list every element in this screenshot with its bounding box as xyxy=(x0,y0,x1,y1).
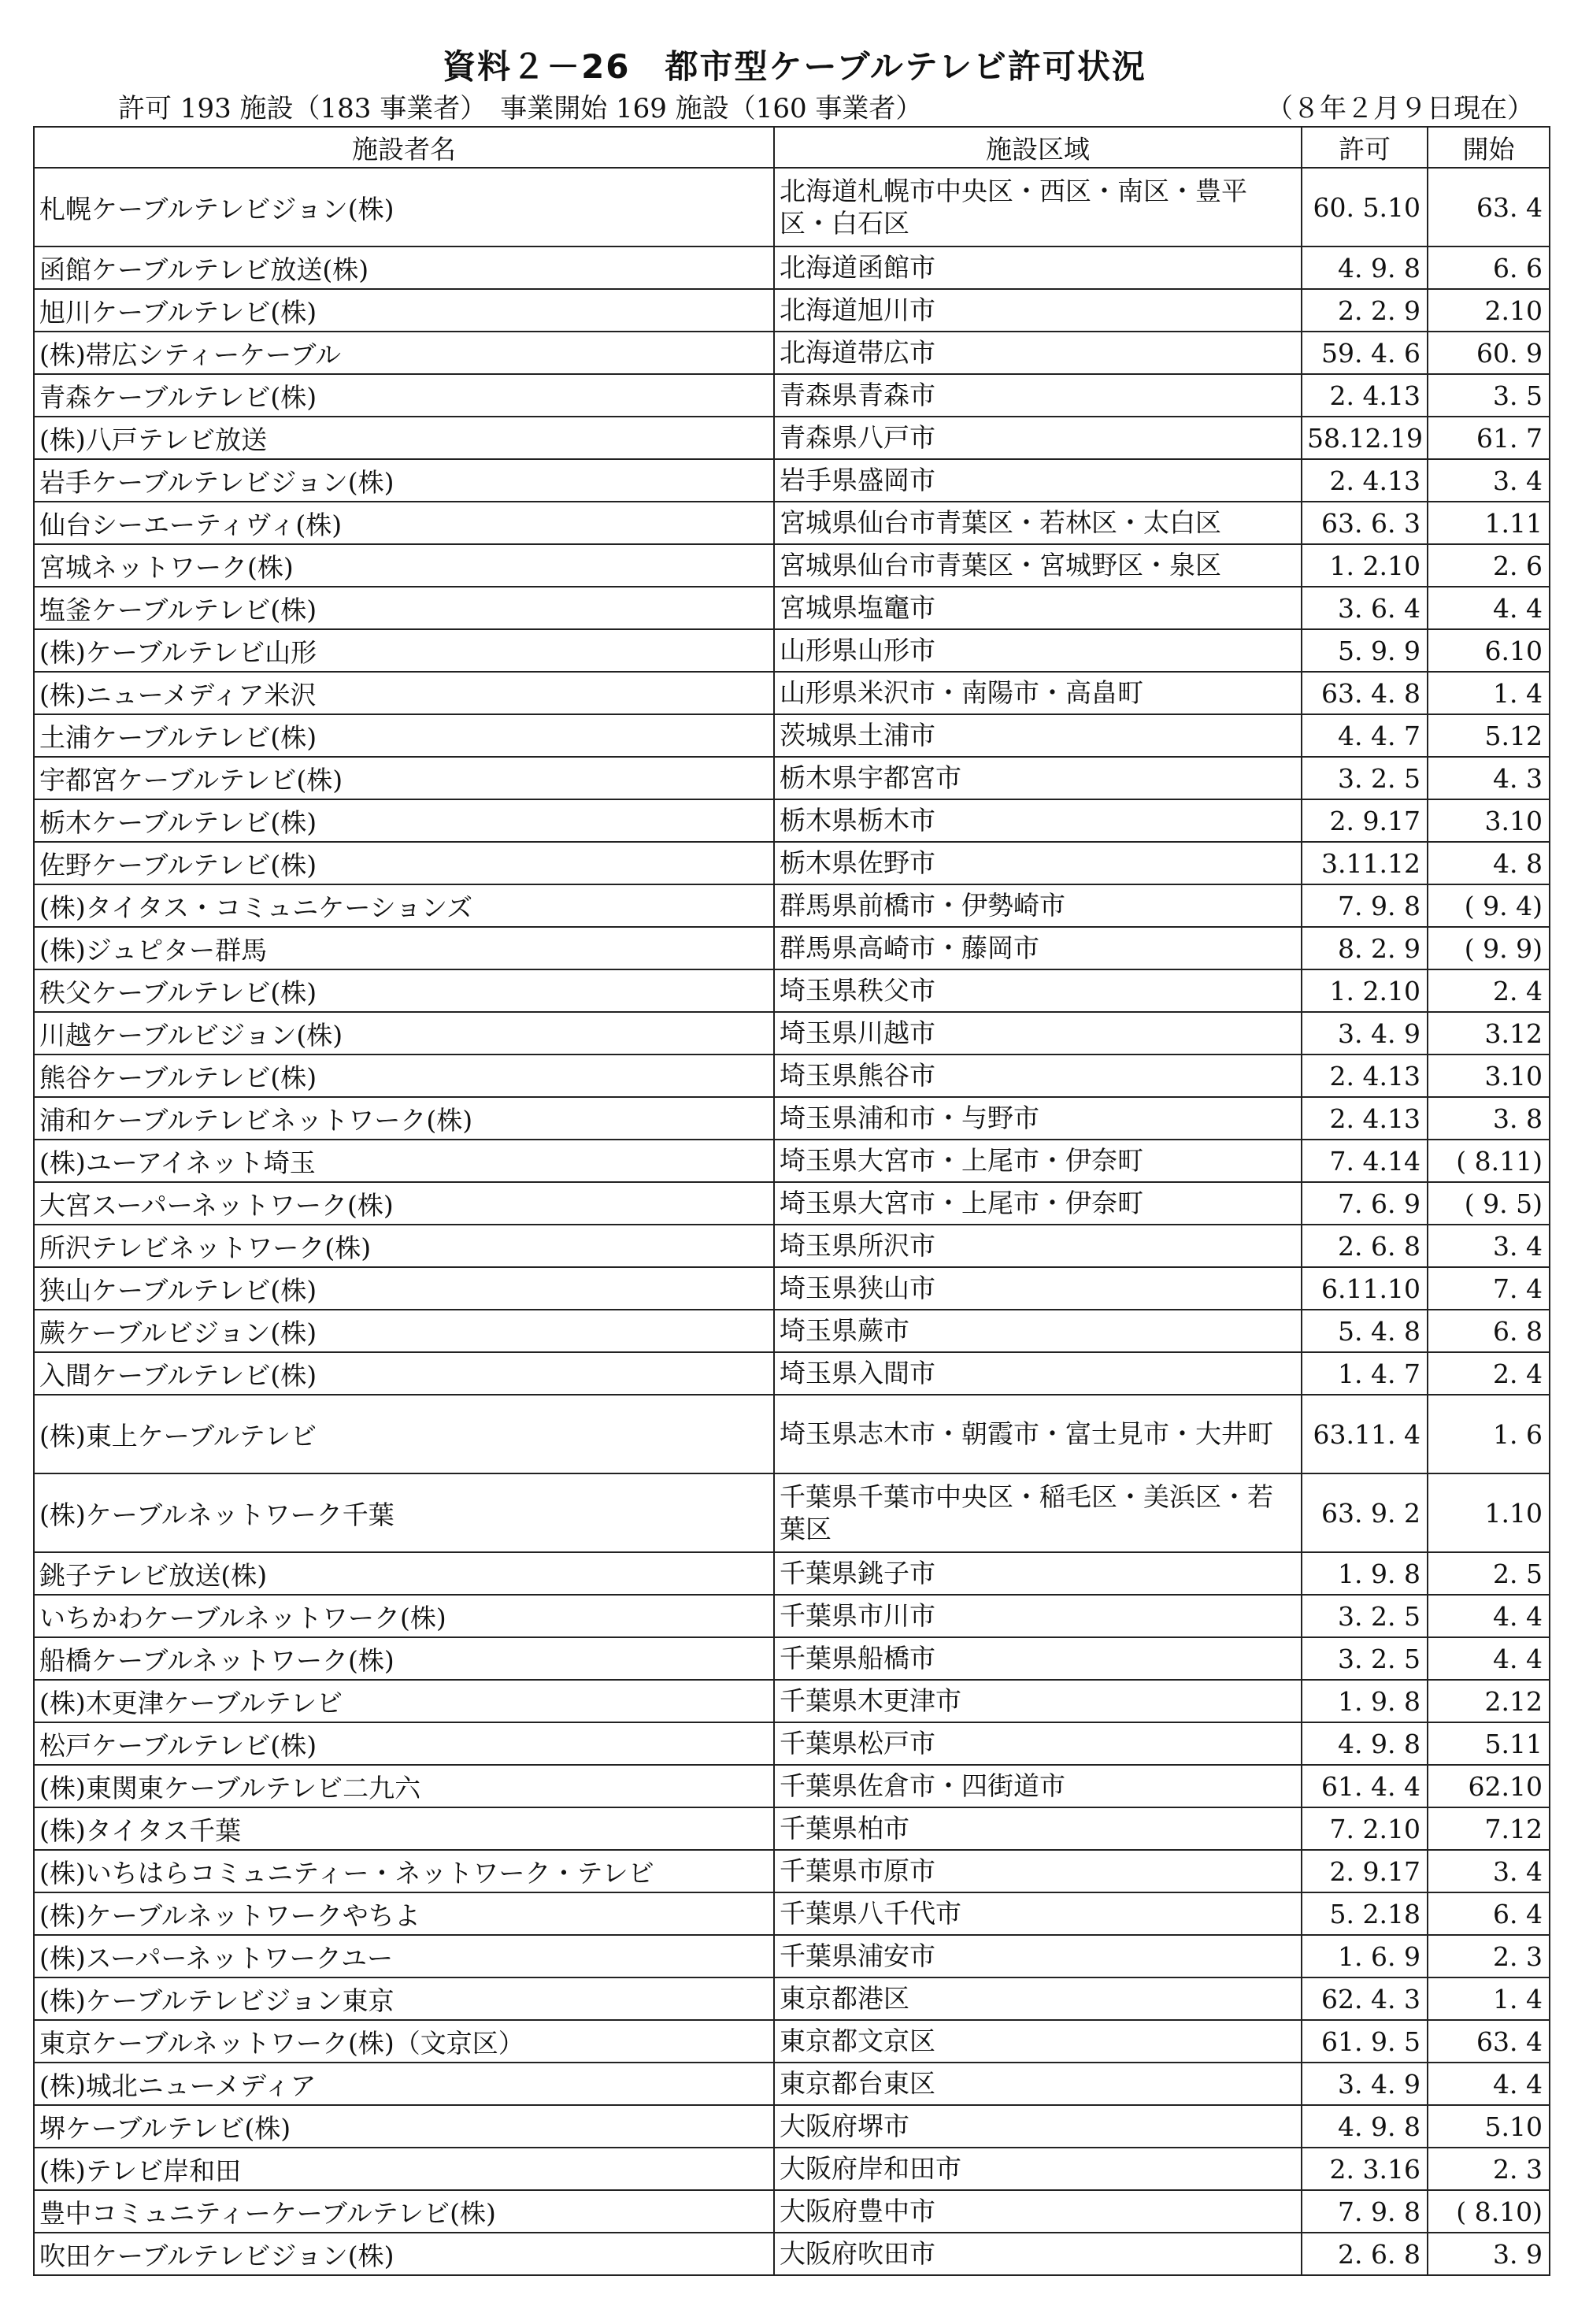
permit-date-cell: 63.11. 4 xyxy=(1302,1395,1428,1473)
operator-cell: 函館ケーブルテレビ放送(株) xyxy=(34,246,774,289)
table-row xyxy=(34,1595,1550,1637)
table-row xyxy=(34,1935,1550,1977)
start-date-cell: 3. 8 xyxy=(1428,1097,1550,1140)
operator-cell: (株)ニューメディア米沢 xyxy=(34,672,774,714)
permit-date-cell: 1. 9. 8 xyxy=(1302,1552,1428,1595)
start-date-cell: 5.11 xyxy=(1428,1722,1550,1765)
permit-date-cell: 61. 9. 5 xyxy=(1302,2020,1428,2063)
area-cell: 千葉県市原市 xyxy=(774,1850,1302,1892)
table-row xyxy=(34,332,1550,374)
start-date-cell: 7. 4 xyxy=(1428,1267,1550,1310)
permit-date-cell: 2. 9.17 xyxy=(1302,1850,1428,1892)
table-row xyxy=(34,246,1550,289)
area-cell: 埼玉県大宮市・上尾市・伊奈町 xyxy=(774,1140,1302,1182)
operator-cell: (株)ジュピター群馬 xyxy=(34,927,774,969)
start-date-cell: 2. 4 xyxy=(1428,969,1550,1012)
header-permit: 許可 xyxy=(1302,127,1428,168)
operator-cell: 蕨ケーブルビジョン(株) xyxy=(34,1310,774,1352)
start-date-cell: ( 8.10) xyxy=(1428,2190,1550,2233)
table-row xyxy=(34,629,1550,672)
header-start: 開始 xyxy=(1428,127,1550,168)
start-date-cell: 7.12 xyxy=(1428,1807,1550,1850)
operator-cell: 宮城ネットワーク(株) xyxy=(34,544,774,587)
permit-date-cell: 4. 9. 8 xyxy=(1302,2105,1428,2148)
header-operator: 施設者名 xyxy=(34,127,774,168)
area-cell: 宮城県塩竈市 xyxy=(774,587,1302,629)
start-date-cell: 6. 4 xyxy=(1428,1892,1550,1935)
area-cell: 青森県八戸市 xyxy=(774,417,1302,459)
area-cell: 東京都文京区 xyxy=(774,2020,1302,2063)
table-row xyxy=(34,1310,1550,1352)
start-date-cell: 1.11 xyxy=(1428,502,1550,544)
start-date-cell: 1.10 xyxy=(1428,1473,1550,1552)
start-date-cell: 4. 8 xyxy=(1428,842,1550,884)
operator-cell: 所沢テレビネットワーク(株) xyxy=(34,1225,774,1267)
permit-date-cell: 2. 4.13 xyxy=(1302,1097,1428,1140)
start-date-cell: 2. 3 xyxy=(1428,2148,1550,2190)
start-date-cell: 3.10 xyxy=(1428,1055,1550,1097)
permit-date-cell: 5. 2.18 xyxy=(1302,1892,1428,1935)
table-row xyxy=(34,1807,1550,1850)
table-row xyxy=(34,1352,1550,1395)
area-cell: 埼玉県入間市 xyxy=(774,1352,1302,1395)
operator-cell: 青森ケーブルテレビ(株) xyxy=(34,374,774,417)
operator-cell: (株)東上ケーブルテレビ xyxy=(34,1395,774,1473)
start-date-cell: ( 9. 9) xyxy=(1428,927,1550,969)
permit-date-cell: 61. 4. 4 xyxy=(1302,1765,1428,1807)
table-row xyxy=(34,1552,1550,1595)
area-cell: 北海道旭川市 xyxy=(774,289,1302,332)
table-row xyxy=(34,1850,1550,1892)
area-cell: 千葉県柏市 xyxy=(774,1807,1302,1850)
operator-cell: いちかわケーブルネットワーク(株) xyxy=(34,1595,774,1637)
area-cell: 埼玉県大宮市・上尾市・伊奈町 xyxy=(774,1182,1302,1225)
permit-date-cell: 63. 9. 2 xyxy=(1302,1473,1428,1552)
start-date-cell: 1. 4 xyxy=(1428,672,1550,714)
operator-cell: 熊谷ケーブルテレビ(株) xyxy=(34,1055,774,1097)
table-row xyxy=(34,2190,1550,2233)
start-date-cell: 3.12 xyxy=(1428,1012,1550,1055)
table-row xyxy=(34,1097,1550,1140)
permit-date-cell: 2. 4.13 xyxy=(1302,374,1428,417)
operator-cell: 入間ケーブルテレビ(株) xyxy=(34,1352,774,1395)
operator-cell: 秩父ケーブルテレビ(株) xyxy=(34,969,774,1012)
table-row xyxy=(34,842,1550,884)
table-row xyxy=(34,1637,1550,1680)
operator-cell: 佐野ケーブルテレビ(株) xyxy=(34,842,774,884)
permit-date-cell: 58.12.19 xyxy=(1302,417,1428,459)
permit-date-cell: 1. 6. 9 xyxy=(1302,1935,1428,1977)
start-date-cell: 61. 7 xyxy=(1428,417,1550,459)
operator-cell: (株)スーパーネットワークユー xyxy=(34,1935,774,1977)
start-date-cell: 3. 9 xyxy=(1428,2233,1550,2275)
permit-date-cell: 7. 4.14 xyxy=(1302,1140,1428,1182)
start-date-cell: 2.10 xyxy=(1428,289,1550,332)
area-cell: 北海道帯広市 xyxy=(774,332,1302,374)
operator-cell: 狭山ケーブルテレビ(株) xyxy=(34,1267,774,1310)
start-date-cell: 6. 6 xyxy=(1428,246,1550,289)
start-date-cell: ( 9. 5) xyxy=(1428,1182,1550,1225)
start-date-cell: 3. 4 xyxy=(1428,1850,1550,1892)
table-row xyxy=(34,168,1550,246)
permit-date-cell: 5. 9. 9 xyxy=(1302,629,1428,672)
permit-date-cell: 2. 2. 9 xyxy=(1302,289,1428,332)
operator-cell: 東京ケーブルネットワーク(株)（文京区） xyxy=(34,2020,774,2063)
table-row xyxy=(34,1182,1550,1225)
area-cell: 北海道札幌市中央区・西区・南区・豊平区・白石区 xyxy=(774,168,1302,246)
permit-date-cell: 5. 4. 8 xyxy=(1302,1310,1428,1352)
permit-date-cell: 3.11.12 xyxy=(1302,842,1428,884)
permit-date-cell: 4. 4. 7 xyxy=(1302,714,1428,757)
table-row xyxy=(34,289,1550,332)
table-row xyxy=(34,714,1550,757)
area-cell: 埼玉県蕨市 xyxy=(774,1310,1302,1352)
start-date-cell: 4. 4 xyxy=(1428,587,1550,629)
area-cell: 埼玉県浦和市・与野市 xyxy=(774,1097,1302,1140)
start-date-cell: 63. 4 xyxy=(1428,168,1550,246)
start-date-cell: 4. 4 xyxy=(1428,1637,1550,1680)
table-row xyxy=(34,502,1550,544)
start-date-cell: 60. 9 xyxy=(1428,332,1550,374)
area-cell: 埼玉県秩父市 xyxy=(774,969,1302,1012)
operator-cell: 浦和ケーブルテレビネットワーク(株) xyxy=(34,1097,774,1140)
table-row xyxy=(34,459,1550,502)
operator-cell: 堺ケーブルテレビ(株) xyxy=(34,2105,774,2148)
permit-date-cell: 8. 2. 9 xyxy=(1302,927,1428,969)
area-cell: 群馬県前橋市・伊勢崎市 xyxy=(774,884,1302,927)
start-date-cell: 5.12 xyxy=(1428,714,1550,757)
table-row xyxy=(34,757,1550,799)
operator-cell: 銚子テレビ放送(株) xyxy=(34,1552,774,1595)
start-date-cell: 3.10 xyxy=(1428,799,1550,842)
start-date-cell: 62.10 xyxy=(1428,1765,1550,1807)
start-date-cell: 3. 4 xyxy=(1428,459,1550,502)
start-date-cell: ( 9. 4) xyxy=(1428,884,1550,927)
area-cell: 栃木県佐野市 xyxy=(774,842,1302,884)
permit-date-cell: 62. 4. 3 xyxy=(1302,1977,1428,2020)
start-date-cell: 3. 4 xyxy=(1428,1225,1550,1267)
table-row xyxy=(34,2233,1550,2275)
table-row xyxy=(34,2020,1550,2063)
table-header-row xyxy=(34,127,1550,168)
operator-cell: 岩手ケーブルテレビジョン(株) xyxy=(34,459,774,502)
permit-date-cell: 63. 6. 3 xyxy=(1302,502,1428,544)
table-row xyxy=(34,672,1550,714)
area-cell: 大阪府岸和田市 xyxy=(774,2148,1302,2190)
area-cell: 東京都港区 xyxy=(774,1977,1302,2020)
table-row xyxy=(34,2148,1550,2190)
permit-date-cell: 1. 2.10 xyxy=(1302,969,1428,1012)
start-date-cell: 5.10 xyxy=(1428,2105,1550,2148)
operator-cell: (株)ケーブルテレビ山形 xyxy=(34,629,774,672)
operator-cell: 塩釜ケーブルテレビ(株) xyxy=(34,587,774,629)
area-cell: 山形県米沢市・南陽市・高畠町 xyxy=(774,672,1302,714)
area-cell: 大阪府吹田市 xyxy=(774,2233,1302,2275)
permit-date-cell: 63. 4. 8 xyxy=(1302,672,1428,714)
start-date-cell: 4. 4 xyxy=(1428,2063,1550,2105)
permit-date-cell: 1. 4. 7 xyxy=(1302,1352,1428,1395)
area-cell: 千葉県市川市 xyxy=(774,1595,1302,1637)
area-cell: 千葉県八千代市 xyxy=(774,1892,1302,1935)
table-row xyxy=(34,1722,1550,1765)
table-row xyxy=(34,544,1550,587)
area-cell: 大阪府豊中市 xyxy=(774,2190,1302,2233)
area-cell: 栃木県宇都宮市 xyxy=(774,757,1302,799)
summary-line: 許可 193 施設（183 事業者） 事業開始 169 施設（160 事業者） xyxy=(118,93,923,124)
permit-date-cell: 3. 4. 9 xyxy=(1302,1012,1428,1055)
permit-date-cell: 2. 3.16 xyxy=(1302,2148,1428,2190)
operator-cell: (株)ケーブルテレビジョン東京 xyxy=(34,1977,774,2020)
permit-date-cell: 2. 6. 8 xyxy=(1302,1225,1428,1267)
start-date-cell: 6.10 xyxy=(1428,629,1550,672)
start-date-cell: 2. 3 xyxy=(1428,1935,1550,1977)
area-cell: 茨城県土浦市 xyxy=(774,714,1302,757)
table-row xyxy=(34,1012,1550,1055)
start-date-cell: 63. 4 xyxy=(1428,2020,1550,2063)
start-date-cell: 1. 6 xyxy=(1428,1395,1550,1473)
start-date-cell: ( 8.11) xyxy=(1428,1140,1550,1182)
permit-date-cell: 4. 9. 8 xyxy=(1302,1722,1428,1765)
table-row xyxy=(34,1977,1550,2020)
operator-cell: 旭川ケーブルテレビ(株) xyxy=(34,289,774,332)
area-cell: 埼玉県狭山市 xyxy=(774,1267,1302,1310)
area-cell: 群馬県高崎市・藤岡市 xyxy=(774,927,1302,969)
permit-date-cell: 7. 2.10 xyxy=(1302,1807,1428,1850)
permit-date-cell: 7. 6. 9 xyxy=(1302,1182,1428,1225)
start-date-cell: 2.12 xyxy=(1428,1680,1550,1722)
table-row xyxy=(34,1473,1550,1552)
table-row xyxy=(34,1765,1550,1807)
start-date-cell: 4. 3 xyxy=(1428,757,1550,799)
area-cell: 宮城県仙台市青葉区・若林区・太白区 xyxy=(774,502,1302,544)
operator-cell: (株)東関東ケーブルテレビ二九六 xyxy=(34,1765,774,1807)
start-date-cell: 1. 4 xyxy=(1428,1977,1550,2020)
area-cell: 宮城県仙台市青葉区・宮城野区・泉区 xyxy=(774,544,1302,587)
operator-cell: 土浦ケーブルテレビ(株) xyxy=(34,714,774,757)
area-cell: 埼玉県川越市 xyxy=(774,1012,1302,1055)
table-row xyxy=(34,2063,1550,2105)
operator-cell: (株)タイタス千葉 xyxy=(34,1807,774,1850)
permit-date-cell: 2. 4.13 xyxy=(1302,1055,1428,1097)
operator-cell: (株)テレビ岸和田 xyxy=(34,2148,774,2190)
header-area: 施設区域 xyxy=(774,127,1302,168)
operator-cell: 栃木ケーブルテレビ(株) xyxy=(34,799,774,842)
start-date-cell: 6. 8 xyxy=(1428,1310,1550,1352)
operator-cell: 大宮スーパーネットワーク(株) xyxy=(34,1182,774,1225)
area-cell: 岩手県盛岡市 xyxy=(774,459,1302,502)
start-date-cell: 4. 4 xyxy=(1428,1595,1550,1637)
table-row xyxy=(34,1225,1550,1267)
permit-date-cell: 59. 4. 6 xyxy=(1302,332,1428,374)
table-row xyxy=(34,799,1550,842)
area-cell: 青森県青森市 xyxy=(774,374,1302,417)
permit-date-cell: 3. 4. 9 xyxy=(1302,2063,1428,2105)
operator-cell: (株)ユーアイネット埼玉 xyxy=(34,1140,774,1182)
table-row xyxy=(34,884,1550,927)
operator-cell: (株)帯広シティーケーブル xyxy=(34,332,774,374)
table-row xyxy=(34,587,1550,629)
page-title: 資料２－26 都市型ケーブルテレビ許可状況 xyxy=(443,47,1146,86)
operator-cell: 船橋ケーブルネットワーク(株) xyxy=(34,1637,774,1680)
permit-date-cell: 1. 9. 8 xyxy=(1302,1680,1428,1722)
start-date-cell: 3. 5 xyxy=(1428,374,1550,417)
permit-table xyxy=(33,126,1550,2276)
permit-date-cell: 1. 2.10 xyxy=(1302,544,1428,587)
operator-cell: 宇都宮ケーブルテレビ(株) xyxy=(34,757,774,799)
area-cell: 千葉県船橋市 xyxy=(774,1637,1302,1680)
table-row xyxy=(34,969,1550,1012)
area-cell: 東京都台東区 xyxy=(774,2063,1302,2105)
permit-date-cell: 3. 6. 4 xyxy=(1302,587,1428,629)
table-row xyxy=(34,1395,1550,1473)
permit-date-cell: 3. 2. 5 xyxy=(1302,1595,1428,1637)
area-cell: 千葉県松戸市 xyxy=(774,1722,1302,1765)
table-body xyxy=(34,168,1550,2275)
permit-date-cell: 2. 9.17 xyxy=(1302,799,1428,842)
area-cell: 埼玉県熊谷市 xyxy=(774,1055,1302,1097)
permit-date-cell: 3. 2. 5 xyxy=(1302,1637,1428,1680)
start-date-cell: 2. 4 xyxy=(1428,1352,1550,1395)
operator-cell: (株)ケーブルネットワーク千葉 xyxy=(34,1473,774,1552)
operator-cell: 松戸ケーブルテレビ(株) xyxy=(34,1722,774,1765)
permit-date-cell: 60. 5.10 xyxy=(1302,168,1428,246)
operator-cell: (株)城北ニューメディア xyxy=(34,2063,774,2105)
operator-cell: (株)木更津ケーブルテレビ xyxy=(34,1680,774,1722)
operator-cell: 豊中コミュニティーケーブルテレビ(株) xyxy=(34,2190,774,2233)
operator-cell: 札幌ケーブルテレビジョン(株) xyxy=(34,168,774,246)
area-cell: 千葉県浦安市 xyxy=(774,1935,1302,1977)
start-date-cell: 2. 6 xyxy=(1428,544,1550,587)
table-row xyxy=(34,417,1550,459)
area-cell: 千葉県木更津市 xyxy=(774,1680,1302,1722)
permit-date-cell: 7. 9. 8 xyxy=(1302,884,1428,927)
table-row xyxy=(34,1892,1550,1935)
table-row xyxy=(34,1267,1550,1310)
operator-cell: 吹田ケーブルテレビジョン(株) xyxy=(34,2233,774,2275)
operator-cell: 仙台シーエーティヴィ(株) xyxy=(34,502,774,544)
as-of-date: （８年２月９日現在） xyxy=(1266,93,1534,124)
permit-date-cell: 4. 9. 8 xyxy=(1302,246,1428,289)
table-row xyxy=(34,374,1550,417)
area-cell: 栃木県栃木市 xyxy=(774,799,1302,842)
area-cell: 埼玉県志木市・朝霞市・富士見市・大井町 xyxy=(774,1395,1302,1473)
area-cell: 埼玉県所沢市 xyxy=(774,1225,1302,1267)
area-cell: 千葉県佐倉市・四街道市 xyxy=(774,1765,1302,1807)
operator-cell: (株)タイタス・コミュニケーションズ xyxy=(34,884,774,927)
operator-cell: 川越ケーブルビジョン(株) xyxy=(34,1012,774,1055)
table-row xyxy=(34,1680,1550,1722)
table-row xyxy=(34,1140,1550,1182)
permit-date-cell: 6.11.10 xyxy=(1302,1267,1428,1310)
start-date-cell: 2. 5 xyxy=(1428,1552,1550,1595)
area-cell: 山形県山形市 xyxy=(774,629,1302,672)
permit-date-cell: 2. 6. 8 xyxy=(1302,2233,1428,2275)
table-row xyxy=(34,927,1550,969)
permit-date-cell: 7. 9. 8 xyxy=(1302,2190,1428,2233)
area-cell: 大阪府堺市 xyxy=(774,2105,1302,2148)
area-cell: 千葉県銚子市 xyxy=(774,1552,1302,1595)
operator-cell: (株)いちはらコミュニティー・ネットワーク・テレビ xyxy=(34,1850,774,1892)
operator-cell: (株)ケーブルネットワークやちよ xyxy=(34,1892,774,1935)
area-cell: 千葉県千葉市中央区・稲毛区・美浜区・若葉区 xyxy=(774,1473,1302,1552)
table-row xyxy=(34,1055,1550,1097)
table-row xyxy=(34,2105,1550,2148)
area-cell: 北海道函館市 xyxy=(774,246,1302,289)
permit-date-cell: 3. 2. 5 xyxy=(1302,757,1428,799)
operator-cell: (株)八戸テレビ放送 xyxy=(34,417,774,459)
permit-date-cell: 2. 4.13 xyxy=(1302,459,1428,502)
